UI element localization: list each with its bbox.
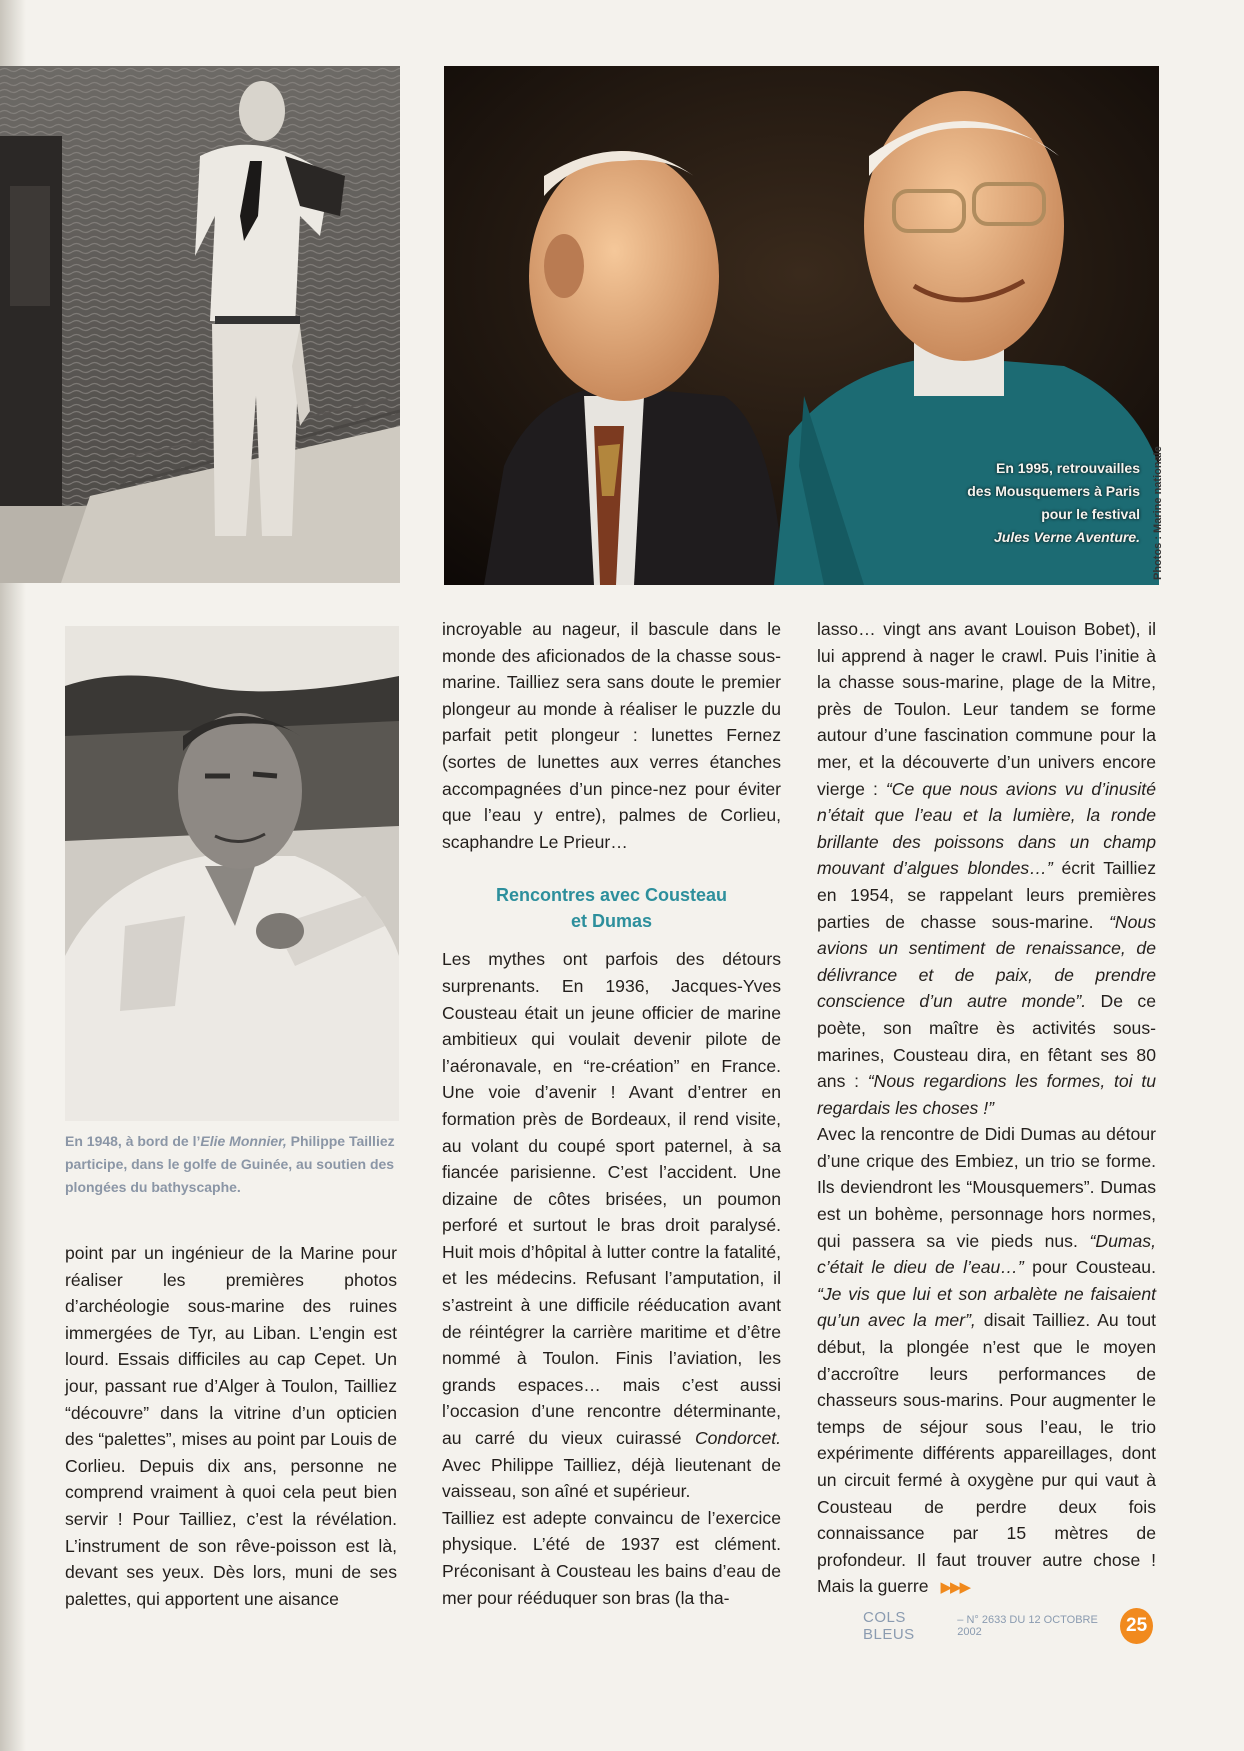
paragraph: Tailliez est adepte convaincu de l’exercice physique. L’été de 1937 est clément. Préconisant à Cousteau les bains d’eau de mer pour rééduquer son bras (la tha- <box>442 1507 781 1608</box>
text-run: écrit Tailliez en 1954, se rappelant leurs premières parties de chasse sous-marine. <box>817 858 1156 932</box>
text-run: disait Tailliez. Au tout début, la plongée n’est que le moyen d’accroître leurs performances de chasseurs sous-marins. Pour augmenter le temps de séjour sous l’eau, le trio expérimente différents appareillages, dont un circuit fermé à oxygène pur qui vaut à Cousteau de perdre deux fois connaissance par 15 mètres de profondeur. Il faut trouver autre chose ! Mais la guerre <box>817 1310 1156 1597</box>
quote: “Nous avions un sentiment de renaissance, de délivrance et de paix, de prendre conscience d’un autre monde”. <box>817 911 1156 1012</box>
quote: “Je vis que lui et son arbalète ne faisaient qu’un avec la mer”, <box>817 1283 1156 1331</box>
text-run: Avec la rencontre de Didi Dumas au détour d’une crique des Embiez, un trio se forme. Ils deviendront les “Mousquemers”. Dumas est un bohème, personnage hors normes, qui passera sa vie pieds nus. <box>817 1124 1156 1251</box>
magazine-name: COLS BLEUS <box>863 1609 915 1643</box>
article-column-2 <box>442 616 781 1611</box>
ship-name: Condorcet. <box>694 1428 781 1449</box>
mousquemers-caption <box>880 457 1140 549</box>
text-run: Les mythes ont parfois des détours surprenants. En 1936, Jacques-Yves Cousteau était un jeune officier de marine ambitieux qui voulait devenir pilote de l’aéronavale, en “re-création” en France. Une voie d’avenir ! Avant d’entrer en formation près de Bordeaux, il rend visite, au volant du coupé sport paternel, à sa fiancée parisienne. C’est l’accident. Une dizaine de côtes brisées, un poumon perforé et surtout le bras droit paralysé. Huit mois d’hôpital à lutter contre la fatalité, et les médecins. Refusant l’amputation, il s’astreint à une difficile rééducation avant de réintégrer la carrière maritime et d’être nommé à Toulon. Finis l’aviation, les grands espaces… mais c’est aussi l’occasion d’une rencontre déterminante, au carré du vieux cuirassé <box>442 949 781 1449</box>
quote: “Nous regardions les formes, toi tu regardais les choses !” <box>817 1071 1157 1118</box>
paragraph: incroyable au nageur, il bascule dans le monde des aficionados de la chasse sous-marine. Tailliez sera sans doute le premier plongeur au monde à réaliser le puzzle du parfait petit plongeur : lunettes Fernez (sortes de lunettes aux verres étanches accompagnées d’un pince-nez pour éviter que l’eau y entre), palmes de Corlieu, scaphandre Le Prieur… <box>442 619 781 852</box>
text-run: De ce poète, son maître ès activités sous-marines, Cousteau dira, en fêtant ses 80 ans : <box>817 991 1156 1092</box>
caption-line: pour le festival <box>1041 506 1140 522</box>
paragraph <box>817 1121 1156 1602</box>
text-run: lasso… vingt ans avant Louison Bobet), il lui apprend à nager le crawl. Puis l’initie à la chasse sous-marine, plage de la Mitre, près de Toulon. Leur tandem se forme autour d’une fascination commune pour la mer, et la découverte d’un univers encore vierge : <box>817 619 1156 799</box>
sailor-photo <box>0 66 400 583</box>
portrait-caption <box>65 1130 395 1199</box>
article-column-1 <box>65 1240 397 1612</box>
credit-value: Marine nationale <box>1152 446 1164 533</box>
article-column-3 <box>817 616 1156 1602</box>
page-number-badge: 25 <box>1120 1608 1153 1644</box>
quote: “Ce que nous avions vu d’inusité n’était que l’eau et la lumière, la ronde brillante des poissons dans un champ mouvant d’algues blondes…” <box>817 778 1156 879</box>
caption-line: En 1995, retrouvailles <box>996 460 1140 476</box>
subheading-line: et Dumas <box>570 911 653 932</box>
quote: “Dumas, c’était le dieu de l’eau…” <box>817 1230 1156 1278</box>
section-subheading <box>442 882 781 934</box>
caption-line <box>880 526 1140 549</box>
paragraph <box>817 616 1156 1121</box>
paragraph <box>442 946 781 1504</box>
page-footer <box>863 1606 1153 1646</box>
paragraph: point par un ingénieur de la Marine pour réaliser les premières photos d’archéologie sous-marine des ruines immergées de Tyr, au Liban. L’engin est lourd. Essais difficiles au cap Cepet. Un jour, passant rue d’Alger à Toulon, Tailliez “découvre” dans la vitrine d’un opticien des “palettes”, mises au point par Louis de Corlieu. Depuis dix ans, personne ne comprend vraiment à quoi cela peut bien servir ! Pour Tailliez, c’est la révélation. L’instrument de son rêve-poisson est là, devant ses yeux. Dès lors, muni de ses palettes, qui apportent une aisance <box>65 1243 397 1609</box>
portrait-photo <box>65 626 399 1121</box>
caption-festival-name: Jules Verne Aventure. <box>993 529 1140 545</box>
issue-info: – N° 2633 DU 12 OCTOBRE 2002 <box>957 1614 1098 1638</box>
photo-credit <box>1152 446 1164 580</box>
caption-ship-name: Elie Monnier, <box>200 1133 287 1149</box>
text-run: pour Cousteau. <box>1023 1257 1156 1278</box>
text-run: Avec Philippe Tailliez, déjà lieutenant de vaisseau, son aîné et supérieur. <box>442 1454 781 1502</box>
credit-label: Photos : <box>1152 536 1164 580</box>
caption-line: des Mousquemers à Paris <box>967 483 1140 499</box>
continue-arrow-icon: ▶▶▶ <box>940 1579 970 1597</box>
caption-text: En 1948, à bord de l’ <box>65 1133 201 1149</box>
subheading-line: Rencontres avec Cousteau <box>495 885 728 906</box>
caption-text: Philippe Tailliez participe, dans le golfe de Guinée, au soutien des plongées du bathyscaphe. <box>65 1133 395 1195</box>
